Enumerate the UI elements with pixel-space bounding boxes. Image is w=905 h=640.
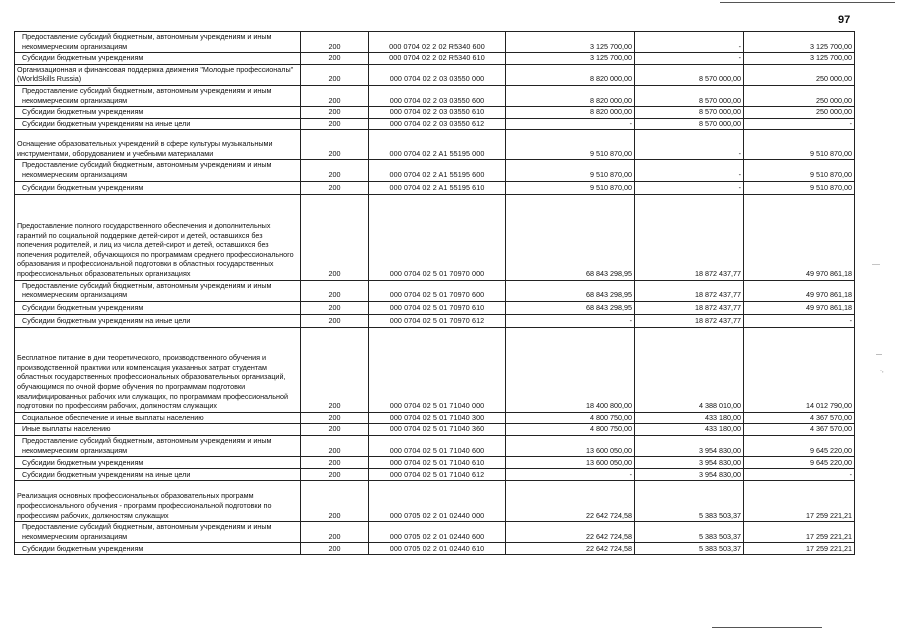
row-kbk: 000 0704 02 5 01 71040 600 [369,435,506,456]
margin-mark-2: — [876,352,882,358]
row-code: 200 [301,194,369,280]
margin-mark-3: ·, [880,368,884,374]
row-amount-remaining: 250 000,00 [744,107,855,119]
table-row [15,118,855,130]
row-name: Субсидии бюджетным учреждениям на иные цели [15,314,301,327]
row-amount-planned: 68 843 298,95 [506,194,635,280]
table-row [15,301,855,314]
row-amount-remaining: 250 000,00 [744,64,855,85]
row-name: Предоставление субсидий бюджетным, автономным учреждениям и иным некоммерческим организациям [15,85,301,106]
table-row [15,481,855,522]
row-amount-remaining: 17 259 221,21 [744,543,855,555]
row-amount-executed: 8 570 000,00 [635,118,744,130]
row-amount-planned: 68 843 298,95 [506,280,635,301]
row-amount-remaining: 17 259 221,21 [744,522,855,543]
row-amount-planned: 9 510 870,00 [506,160,635,181]
row-amount-executed: 4 388 010,00 [635,327,744,412]
row-amount-remaining: 49 970 861,18 [744,280,855,301]
row-amount-executed: 18 872 437,77 [635,194,744,280]
row-code: 200 [301,543,369,555]
row-kbk: 000 0704 02 2 03 03550 600 [369,85,506,106]
row-amount-planned: 9 510 870,00 [506,181,635,194]
row-amount-executed: - [635,53,744,65]
table-row [15,53,855,65]
row-name: Предоставление субсидий бюджетным, автономным учреждениям и иным некоммерческим организациям [15,160,301,181]
row-kbk: 000 0704 02 2 02 R5340 610 [369,53,506,65]
row-amount-remaining: 17 259 221,21 [744,481,855,522]
table-row [15,181,855,194]
row-name: Предоставление субсидий бюджетным, автономным учреждениям и иным некоммерческим организациям [15,435,301,456]
row-amount-planned: 68 843 298,95 [506,301,635,314]
row-amount-planned: 8 820 000,00 [506,64,635,85]
row-amount-executed: 18 872 437,77 [635,280,744,301]
row-amount-planned: - [506,469,635,481]
row-amount-planned: 8 820 000,00 [506,107,635,119]
row-kbk: 000 0705 02 2 01 02440 600 [369,522,506,543]
row-amount-remaining: - [744,118,855,130]
table-row [15,522,855,543]
row-amount-remaining: 250 000,00 [744,85,855,106]
row-amount-remaining: 3 125 700,00 [744,32,855,53]
row-name: Субсидии бюджетным учреждениям [15,181,301,194]
row-code: 200 [301,280,369,301]
row-code: 200 [301,424,369,436]
margin-mark-1: ---- [872,262,880,268]
row-amount-executed: - [635,181,744,194]
row-name: Социальное обеспечение и иные выплаты населению [15,412,301,424]
row-kbk: 000 0704 02 2 A1 55195 610 [369,181,506,194]
scan-top-rule [720,2,895,3]
row-amount-executed: 5 383 503,37 [635,522,744,543]
row-amount-executed: 3 954 830,00 [635,457,744,469]
row-amount-executed: 18 872 437,77 [635,301,744,314]
row-amount-planned: 3 125 700,00 [506,53,635,65]
row-kbk: 000 0705 02 2 01 02440 610 [369,543,506,555]
budget-table [14,31,855,555]
row-code: 200 [301,64,369,85]
row-code: 200 [301,160,369,181]
row-amount-executed: 8 570 000,00 [635,85,744,106]
row-name: Предоставление полного государственного обеспечения и дополнительных гарантий по социальной поддержке детей-сирот и детей, оставшихся без попечения родителей, и лиц из числа детей-сирот и детей, оставшихся без попечения родителей, обучающихся по программам среднего профессионального образования и профессиональной подготовки в областных государственных профессиональных образовательных организациях [15,194,301,280]
row-amount-planned: 8 820 000,00 [506,85,635,106]
row-amount-executed: 5 383 503,37 [635,481,744,522]
row-amount-remaining: 9 510 870,00 [744,130,855,160]
row-name: Организационная и финансовая поддержка движения "Молодые профессионалы" (WorldSkills Russia) [15,64,301,85]
scan-bottom-rule [712,627,822,628]
table-row [15,280,855,301]
row-name: Реализация основных профессиональных образовательных программ профессионального обучения - программ профессиональной подготовки по профессиям рабочих, должностям служащих [15,481,301,522]
row-code: 200 [301,118,369,130]
row-amount-remaining: 4 367 570,00 [744,424,855,436]
table-row [15,130,855,160]
row-kbk: 000 0704 02 2 A1 55195 600 [369,160,506,181]
table-row [15,457,855,469]
row-amount-remaining: 9 645 220,00 [744,457,855,469]
row-amount-remaining: 9 510 870,00 [744,181,855,194]
row-amount-executed: 3 954 830,00 [635,435,744,456]
row-amount-remaining: 3 125 700,00 [744,53,855,65]
row-amount-executed: - [635,160,744,181]
row-kbk: 000 0704 02 5 01 71040 610 [369,457,506,469]
row-amount-planned: 9 510 870,00 [506,130,635,160]
table-row [15,64,855,85]
row-kbk: 000 0704 02 5 01 71040 300 [369,412,506,424]
row-kbk: 000 0704 02 5 01 70970 610 [369,301,506,314]
row-amount-planned: 22 642 724,58 [506,543,635,555]
row-amount-remaining: - [744,314,855,327]
table-body [15,32,855,555]
row-name: Предоставление субсидий бюджетным, автономным учреждениям и иным некоммерческим организациям [15,32,301,53]
row-amount-remaining: 9 645 220,00 [744,435,855,456]
row-kbk: 000 0704 02 2 02 R5340 600 [369,32,506,53]
row-amount-executed: - [635,130,744,160]
row-name: Оснащение образовательных учреждений в сфере культуры музыкальными инструментами, оборудованием и учебными материалами [15,130,301,160]
row-kbk: 000 0705 02 2 01 02440 000 [369,481,506,522]
row-kbk: 000 0704 02 5 01 71040 000 [369,327,506,412]
table-row [15,469,855,481]
row-amount-executed: 433 180,00 [635,424,744,436]
row-code: 200 [301,130,369,160]
row-amount-executed: 18 872 437,77 [635,314,744,327]
row-amount-remaining: 9 510 870,00 [744,160,855,181]
row-name: Субсидии бюджетным учреждениям [15,301,301,314]
row-code: 200 [301,412,369,424]
row-amount-planned: 4 800 750,00 [506,412,635,424]
row-code: 200 [301,522,369,543]
row-amount-remaining: 49 970 861,18 [744,301,855,314]
row-kbk: 000 0704 02 5 01 70970 000 [369,194,506,280]
row-code: 200 [301,435,369,456]
row-amount-planned: 3 125 700,00 [506,32,635,53]
row-name: Субсидии бюджетным учреждениям [15,543,301,555]
row-kbk: 000 0704 02 5 01 71040 612 [369,469,506,481]
row-amount-remaining: 14 012 790,00 [744,327,855,412]
row-amount-remaining: 4 367 570,00 [744,412,855,424]
row-code: 200 [301,85,369,106]
row-kbk: 000 0704 02 2 03 03550 610 [369,107,506,119]
row-code: 200 [301,53,369,65]
row-amount-planned: - [506,118,635,130]
table-row [15,314,855,327]
table-row [15,412,855,424]
row-code: 200 [301,327,369,412]
row-amount-remaining: 49 970 861,18 [744,194,855,280]
table-row [15,32,855,53]
row-amount-planned: 22 642 724,58 [506,481,635,522]
row-amount-executed: 433 180,00 [635,412,744,424]
row-amount-planned: - [506,314,635,327]
row-amount-executed: 5 383 503,37 [635,543,744,555]
table-row [15,543,855,555]
row-amount-executed: 3 954 830,00 [635,469,744,481]
row-code: 200 [301,457,369,469]
row-name: Иные выплаты населению [15,424,301,436]
row-code: 200 [301,314,369,327]
row-amount-executed: 8 570 000,00 [635,64,744,85]
table-row [15,327,855,412]
row-amount-executed: - [635,32,744,53]
row-name: Субсидии бюджетным учреждениям [15,457,301,469]
row-kbk: 000 0704 02 5 01 71040 360 [369,424,506,436]
row-kbk: 000 0704 02 5 01 70970 612 [369,314,506,327]
row-name: Субсидии бюджетным учреждениям на иные цели [15,118,301,130]
row-kbk: 000 0704 02 2 03 03550 612 [369,118,506,130]
table-row [15,85,855,106]
row-amount-planned: 18 400 800,00 [506,327,635,412]
row-name: Субсидии бюджетным учреждениям на иные цели [15,469,301,481]
row-code: 200 [301,107,369,119]
row-name: Субсидии бюджетным учреждениям [15,107,301,119]
row-code: 200 [301,481,369,522]
row-kbk: 000 0704 02 2 A1 55195 000 [369,130,506,160]
row-code: 200 [301,32,369,53]
row-amount-planned: 22 642 724,58 [506,522,635,543]
table-row [15,435,855,456]
row-name: Субсидии бюджетным учреждениям [15,53,301,65]
row-name: Предоставление субсидий бюджетным, автономным учреждениям и иным некоммерческим организациям [15,522,301,543]
row-amount-planned: 13 600 050,00 [506,435,635,456]
row-name: Предоставление субсидий бюджетным, автономным учреждениям и иным некоммерческим организациям [15,280,301,301]
row-kbk: 000 0704 02 2 03 03550 000 [369,64,506,85]
row-amount-remaining: - [744,469,855,481]
table-row [15,107,855,119]
row-code: 200 [301,469,369,481]
table-row [15,194,855,280]
row-name: Бесплатное питание в дни теоретического, производственного обучения и производственной практики или компенсация указанных затрат студентам областных государственных профессиональных образовательных организаций, обучающимся по очной форме обучения по программам подготовки квалифицированных рабочих или служащих, по программам профессиональной подготовки по профессиям рабочих, должностям служащих [15,327,301,412]
row-amount-executed: 8 570 000,00 [635,107,744,119]
row-code: 200 [301,181,369,194]
table-row [15,424,855,436]
page-number: 97 [838,14,851,26]
row-amount-planned: 4 800 750,00 [506,424,635,436]
table-row [15,160,855,181]
row-kbk: 000 0704 02 5 01 70970 600 [369,280,506,301]
row-amount-planned: 13 600 050,00 [506,457,635,469]
row-code: 200 [301,301,369,314]
